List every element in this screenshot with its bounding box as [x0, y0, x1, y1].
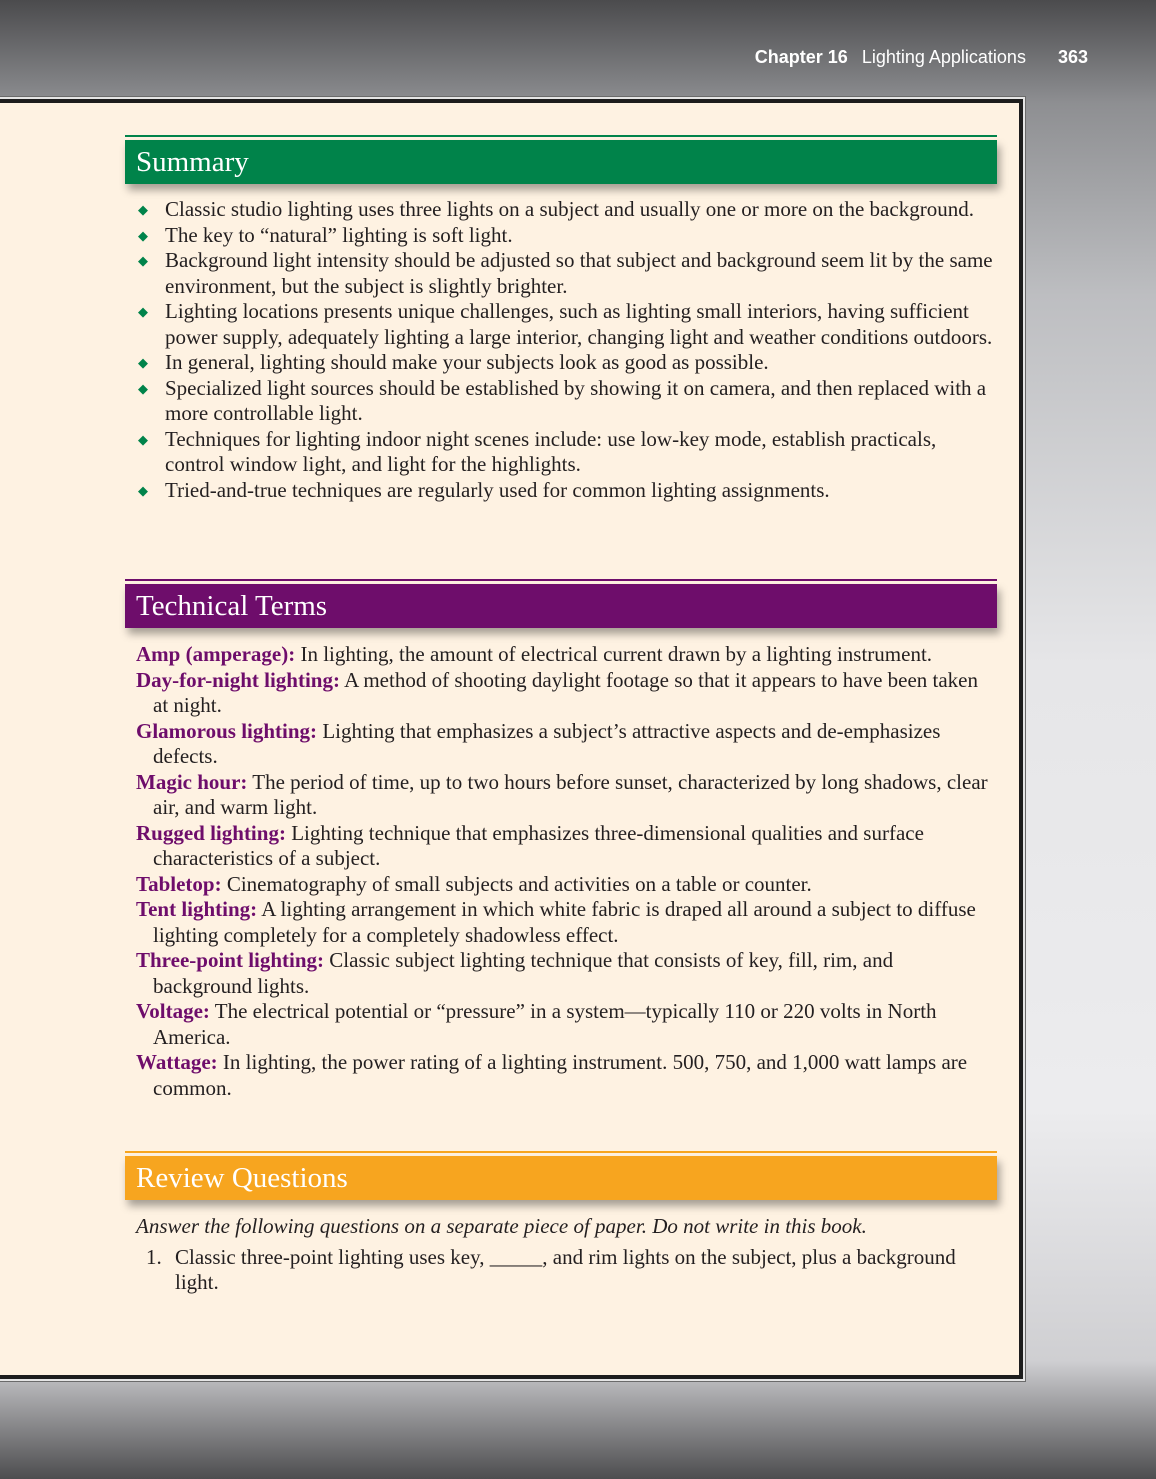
bullet-text: Specialized light sources should be established by showing it on camera, and then replaced with a more controllable light.: [165, 375, 987, 425]
term-entry: [136, 719, 996, 770]
running-head: [755, 47, 1088, 68]
summary-bullet: [136, 223, 996, 249]
term-definition: In lighting, the power rating of a lighting instrument. 500, 750, and 1,000 watt lamps are common.: [153, 1050, 968, 1100]
bullet-text: Lighting locations presents unique challenges, such as lighting small interiors, having sufficient power supply, adequately lighting a large interior, changing light and weather conditions outdoors.: [165, 299, 993, 349]
term-definition: Lighting that emphasizes a subject’s attractive aspects and de-emphasizes defects.: [153, 718, 941, 768]
term-name: Tent lighting:: [136, 897, 258, 921]
summary-bullet: [136, 376, 996, 427]
diamond-bullet-icon: ◆: [138, 380, 148, 396]
term-definition: In lighting, the amount of electrical current drawn by a lighting instrument.: [300, 642, 933, 666]
bullet-text: In general, lighting should make your subjects look as good as possible.: [165, 350, 769, 374]
page-number: 363: [1057, 47, 1088, 67]
summary-bullet: [136, 427, 996, 478]
term-name: Wattage:: [136, 1050, 218, 1074]
chapter-label: Chapter 16: [754, 47, 848, 67]
term-name: Glamorous lighting:: [136, 718, 318, 743]
terms-list: [136, 642, 996, 1101]
diamond-bullet-icon: ◆: [138, 227, 148, 243]
diamond-bullet-icon: ◆: [138, 482, 148, 498]
summary-bullet: [136, 248, 996, 299]
term-definition: The period of time, up to two hours before sunset, characterized by long shadows, clear air, and warm light.: [153, 769, 988, 819]
review-question: [136, 1245, 996, 1296]
bullet-text: Classic studio lighting uses three lights on a subject and usually one or more on the background.: [165, 197, 974, 221]
summary-list: [136, 197, 996, 503]
term-entry: [136, 642, 996, 668]
term-name: Magic hour:: [136, 769, 248, 794]
term-name: Voltage:: [136, 999, 210, 1023]
term-entry: [136, 897, 996, 948]
summary-bullet: [136, 350, 996, 376]
term-definition: Classic subject lighting technique that consists of key, fill, rim, and background lights.: [153, 948, 894, 998]
bullet-text: Background light intensity should be adjusted so that subject and background seem lit by the same environment, but the subject is slightly brighter.: [165, 248, 993, 298]
term-name: Day-for-night lighting:: [136, 667, 340, 692]
term-entry: [136, 948, 996, 999]
term-entry: [136, 668, 996, 719]
bullet-text: The key to “natural” lighting is soft light.: [165, 222, 513, 247]
diamond-bullet-icon: ◆: [138, 304, 148, 319]
term-definition: The electrical potential or “pressure” in a system—typically 110 or 220 volts in North America.: [153, 999, 937, 1049]
term-name: Three-point lighting:: [136, 948, 325, 972]
technical-terms-heading: Technical Terms: [125, 584, 997, 628]
diamond-bullet-icon: ◆: [138, 431, 148, 447]
chapter-title: Lighting Applications: [861, 47, 1026, 67]
summary-bullet: [136, 478, 996, 504]
term-name: Amp (amperage):: [136, 642, 296, 666]
question-text: Classic three-point lighting uses key, _____, and rim lights on the subject, plus a background light.: [175, 1244, 956, 1294]
term-definition: Cinematography of small subjects and activities on a table or counter.: [226, 871, 812, 896]
term-entry: [136, 1050, 996, 1101]
bullet-text: Tried-and-true techniques are regularly used for common lighting assignments.: [165, 477, 830, 502]
summary-bullet: [136, 197, 996, 223]
summary-bullet: [136, 299, 996, 350]
term-entry: [136, 999, 996, 1050]
term-name: Tabletop:: [136, 871, 222, 896]
question-number: 1.: [146, 1244, 162, 1269]
term-name: Rugged lighting:: [136, 820, 286, 845]
review-instructions: Answer the following questions on a separate piece of paper. Do not write in this book.: [136, 1214, 867, 1238]
bullet-text: Techniques for lighting indoor night scenes include: use low-key mode, establish practicals, control window light, and light for the highlights.: [165, 426, 937, 476]
review-questions-heading: Review Questions: [125, 1156, 997, 1200]
diamond-bullet-icon: ◆: [138, 253, 148, 268]
review-block: [136, 1214, 996, 1296]
summary-heading: Summary: [125, 140, 997, 184]
term-entry: [136, 821, 996, 872]
term-definition: A lighting arrangement in which white fabric is draped all around a subject to diffuse lighting completely for a completely shadowless effect.: [153, 897, 976, 947]
term-definition: Lighting technique that emphasizes three-dimensional qualities and surface characteristics of a subject.: [153, 820, 924, 870]
term-entry: [136, 872, 996, 898]
term-entry: [136, 770, 996, 821]
diamond-bullet-icon: ◆: [138, 355, 148, 370]
diamond-bullet-icon: ◆: [138, 202, 148, 217]
term-definition: A method of shooting daylight footage so that it appears to have been taken at night.: [153, 667, 979, 717]
